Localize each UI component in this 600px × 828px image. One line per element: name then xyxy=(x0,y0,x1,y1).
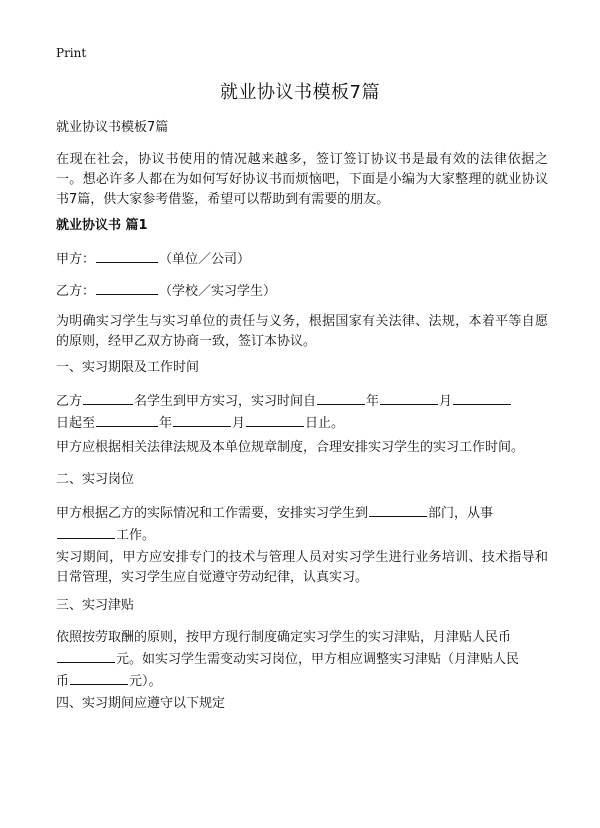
intro-paragraph: 在现在社会，协议书使用的情况越来越多，签订签订协议书是最有效的法律依据之一。想必许多人都在为如何写好协议书而烦恼吧，下面是小编为大家整理的就业协议书7篇，供大家参考借鉴，希望可以帮助到有需要的朋友。 xyxy=(56,152,548,207)
clause2-line1 xyxy=(56,502,548,524)
clause3-line3 xyxy=(56,670,548,692)
allowance-amount-blank xyxy=(57,648,115,663)
clause1-term-line1 xyxy=(56,390,548,412)
party-b-blank xyxy=(96,280,158,295)
end-day-blank xyxy=(246,412,304,427)
clause2-training-paragraph: 实习期间，甲方应安排专门的技术与管理人员对实习学生进行业务培训、技术指导和日常管理，实习学生应自觉遵守劳动纪律，认真实习。 xyxy=(56,550,548,585)
end-month-blank xyxy=(173,412,231,427)
department-blank xyxy=(369,502,427,517)
start-day-blank xyxy=(453,390,511,405)
clause4-heading: 四、实习期间应遵守以下规定 xyxy=(56,696,226,711)
text-segment: 币 xyxy=(56,674,70,689)
party-a-line xyxy=(56,248,548,270)
clause3-heading: 三、实习津贴 xyxy=(56,598,135,613)
text-segment: 年 xyxy=(159,416,173,431)
text-segment: 年 xyxy=(366,394,380,409)
clause2-line2 xyxy=(56,524,548,546)
text-segment: 日止。 xyxy=(305,416,345,431)
clause1-term-line2 xyxy=(56,412,548,434)
text-segment: 名学生到甲方实习，实习时间自 xyxy=(134,394,317,409)
end-year-blank xyxy=(96,412,158,427)
clause2-position-paragraph xyxy=(56,502,548,546)
text-segment: 月 xyxy=(439,394,453,409)
adjusted-allowance-blank xyxy=(70,670,128,685)
party-a-blank xyxy=(96,248,158,263)
purpose-paragraph: 为明确实习学生与实习单位的责任与义务，根据国家有关法律、法规，本着平等自愿的原则，经甲乙双方协商一致，签订本协议。 xyxy=(56,314,548,349)
text-segment: 工作。 xyxy=(116,528,156,543)
clause3-line1: 依照按劳取酬的原则，按甲方现行制度确定实习学生的实习津贴，月津贴人民币 xyxy=(56,630,512,645)
document-subtitle: 就业协议书模板7篇 xyxy=(56,120,169,135)
text-segment: 日起至 xyxy=(56,416,96,431)
clause2-heading: 二、实习岗位 xyxy=(56,472,135,487)
print-button[interactable]: Print xyxy=(56,46,87,60)
party-a-label: 甲方： xyxy=(56,252,96,267)
party-a-suffix: （单位／公司） xyxy=(159,252,251,267)
job-blank xyxy=(57,524,115,539)
clause1-note: 甲方应根据相关法律法规及本单位规章制度，合理安排实习学生的实习工作时间。 xyxy=(56,440,525,455)
clause3-line2 xyxy=(56,648,548,670)
page-title: 就业协议书模板7篇 xyxy=(220,82,380,103)
text-segment: 甲方根据乙方的实际情况和工作需要，安排实习学生到 xyxy=(56,506,369,521)
start-month-blank xyxy=(380,390,438,405)
party-b-suffix: （学校／实习学生） xyxy=(159,284,277,299)
party-b-line xyxy=(56,280,548,302)
text-segment: 部门，从事 xyxy=(428,506,494,521)
clause3-allowance-paragraph xyxy=(56,628,548,692)
text-segment: 乙方 xyxy=(56,394,83,409)
text-segment: 元）。 xyxy=(129,674,162,689)
text-segment: 元。如实习学生需变动实习岗位，甲方相应调整实习津贴（月津贴人民 xyxy=(116,652,520,667)
student-count-blank xyxy=(83,390,133,405)
party-b-label: 乙方： xyxy=(56,284,96,299)
section-heading: 就业协议书 篇1 xyxy=(56,218,148,233)
start-year-blank xyxy=(317,390,365,405)
clause1-term-paragraph xyxy=(56,390,548,434)
clause1-heading: 一、实习期限及工作时间 xyxy=(56,360,200,375)
text-segment: 月 xyxy=(232,416,246,431)
